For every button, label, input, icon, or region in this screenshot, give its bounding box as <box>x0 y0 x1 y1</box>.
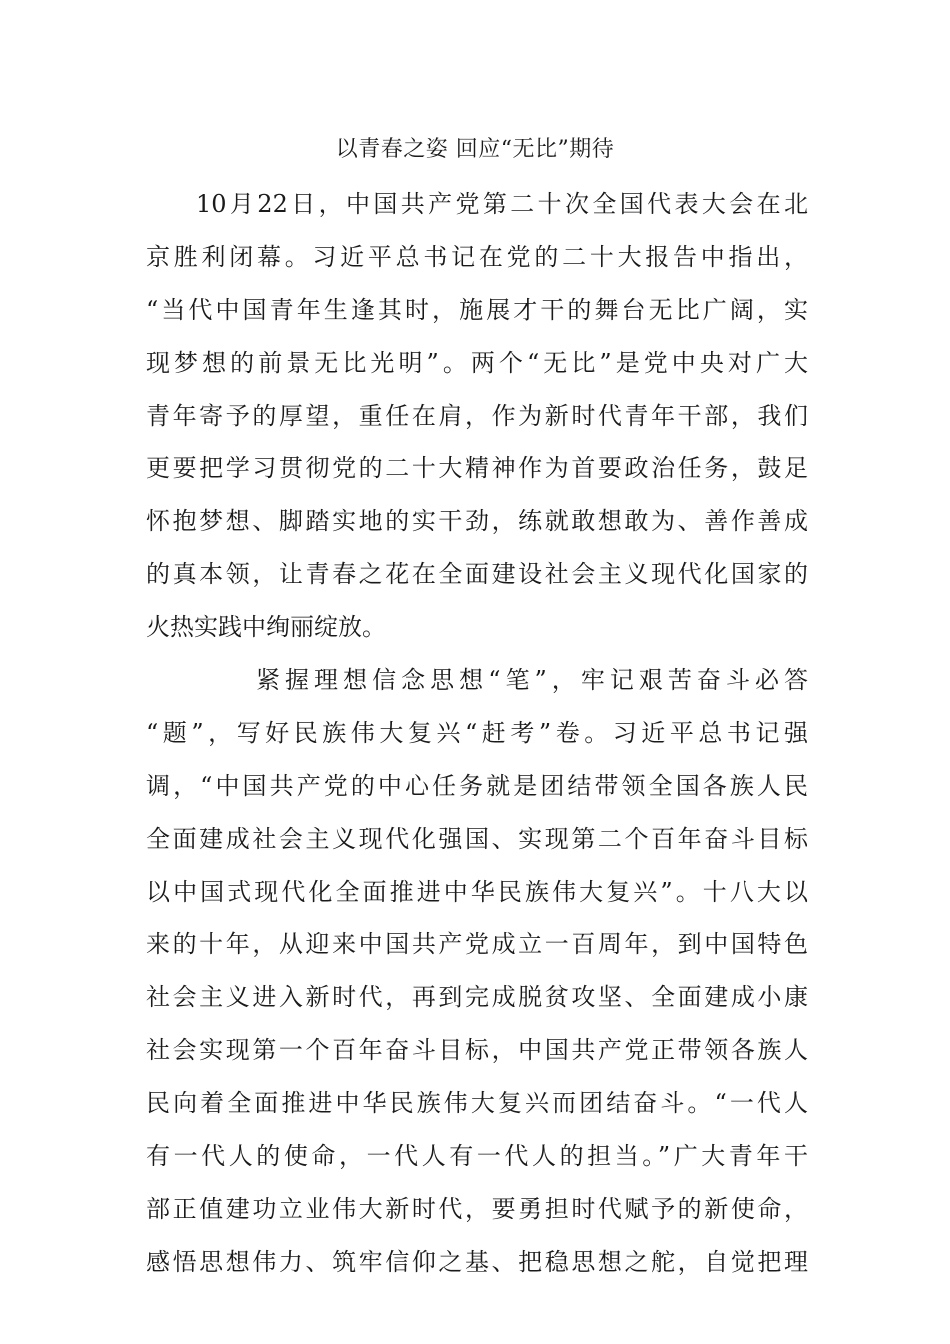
paragraph-2-line-11: 部正值建功立业伟大新时代，要勇担时代赋予的新使命， <box>146 1194 808 1223</box>
paragraph-2-line-1: 紧握理想信念思想“笔”，牢记艰苦奋斗必答 <box>256 666 808 695</box>
paragraph-2-line-10: 有一代人的使命，一代人有一代人的担当。”广大青年干 <box>146 1142 808 1171</box>
paragraph-1-line-5: 青年寄予的厚望，重任在肩，作为新时代青年干部，我们 <box>146 401 808 430</box>
paragraph-2-line-2: “题”，写好民族伟大复兴“赶考”卷。习近平总书记强 <box>146 718 808 747</box>
paragraph-2-line-7: 社会主义进入新时代，再到完成脱贫攻坚、全面建成小康 <box>146 983 808 1012</box>
paragraph-1-line-4: 现梦想的前景无比光明”。两个“无比”是党中央对广大 <box>146 348 808 377</box>
document-title: 以青春之姿 回应“无比”期待 <box>335 137 615 162</box>
paragraph-1-line-1: 10月22日，中国共产党第二十次全国代表大会在北 <box>196 190 808 218</box>
paragraph-1-line-9: 火热实践中绚丽绽放。 <box>146 613 386 642</box>
paragraph-1-line-3: “当代中国青年生逢其时，施展才干的舞台无比广阔，实 <box>146 295 808 324</box>
paragraph-2-line-8: 社会实现第一个百年奋斗目标，中国共产党正带领各族人 <box>146 1036 808 1065</box>
paragraph-2-line-12: 感悟思想伟力、筑牢信仰之基、把稳思想之舵，自觉把理 <box>146 1247 808 1276</box>
paragraph-2-line-5: 以中国式现代化全面推进中华民族伟大复兴”。十八大以 <box>146 877 808 906</box>
paragraph-1-line-6: 更要把学习贯彻党的二十大精神作为首要政治任务，鼓足 <box>146 454 808 483</box>
document-body <box>146 178 808 1289</box>
paragraph-2-line-4: 全面建成社会主义现代化强国、实现第二个百年奋斗目标 <box>146 824 808 853</box>
paragraph-1-line-7: 怀抱梦想、脚踏实地的实干劲，练就敢想敢为、善作善成 <box>146 507 808 536</box>
paragraph-2-line-3: 调，“中国共产党的中心任务就是团结带领全国各族人民 <box>146 771 808 800</box>
paragraph-1-line-8: 的真本领，让青春之花在全面建设社会主义现代化国家的 <box>146 560 808 589</box>
paragraph-2-line-6: 来的十年，从迎来中国共产党成立一百周年，到中国特色 <box>146 930 808 959</box>
paragraph-2-line-9: 民向着全面推进中华民族伟大复兴而团结奋斗。“一代人 <box>146 1089 808 1118</box>
paragraph-1-line-2: 京胜利闭幕。习近平总书记在党的二十大报告中指出， <box>146 242 808 271</box>
